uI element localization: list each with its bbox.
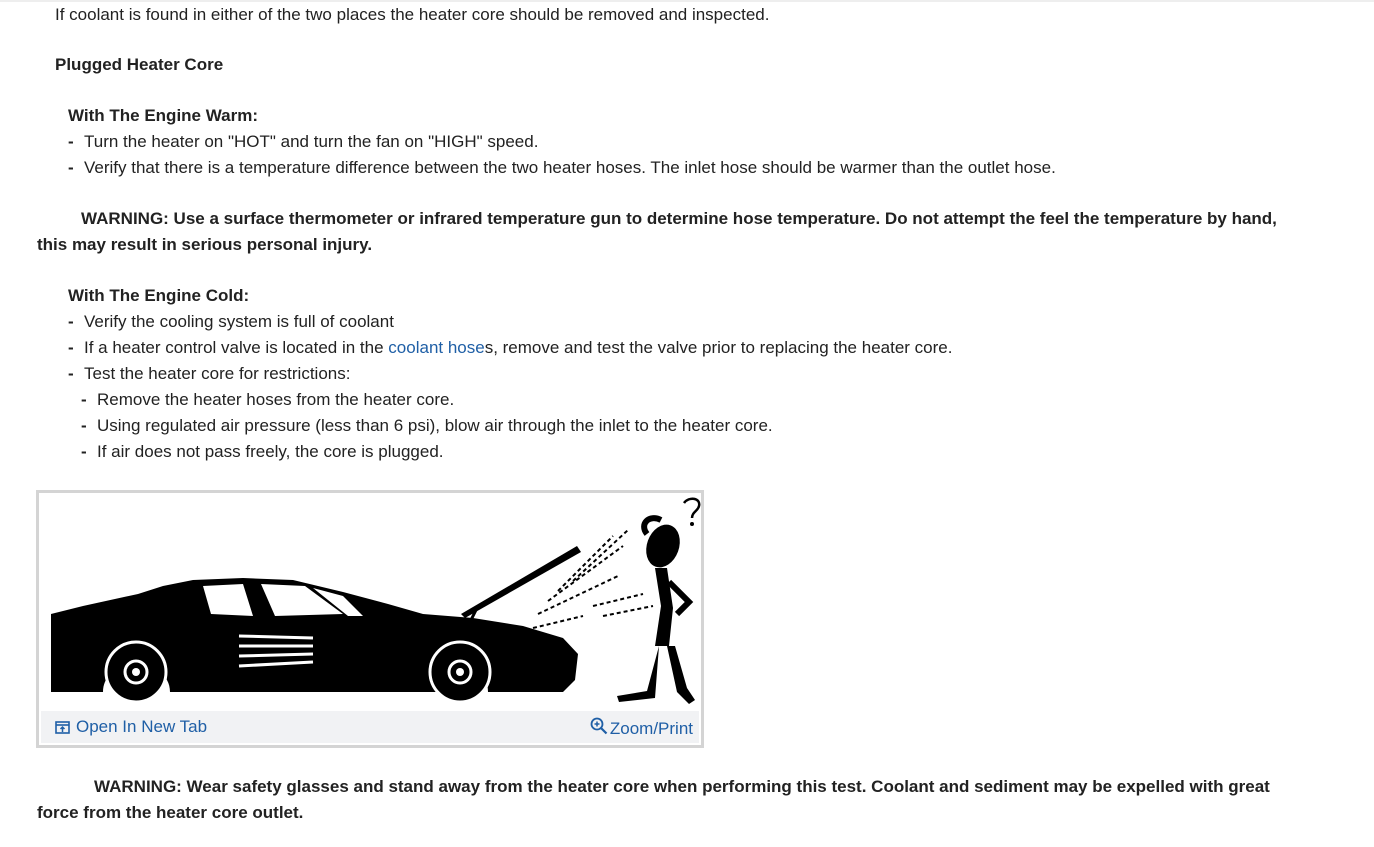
bullet-dash: - [68,364,74,383]
list-item-text: Turn the heater on "HOT" and turn the fan on "HIGH" speed. [84,132,539,151]
cold-heading: With The Engine Cold: [68,286,250,305]
top-divider [0,0,1374,2]
list-item-text: If a heater control valve is located in the [84,338,389,357]
zoom-in-icon [590,717,608,735]
bullet-dash: - [68,338,74,357]
bullet-dash: - [81,416,87,435]
bullet-dash: - [68,312,74,331]
bullet-dash: - [81,390,87,409]
list-item [68,132,538,152]
list-item [68,364,350,384]
sub-list-item [81,416,773,436]
bullet-dash: - [68,158,74,177]
list-item [68,158,1056,178]
section-title: Plugged Heater Core [55,55,224,74]
list-item [68,338,952,358]
open-new-tab-button[interactable] [55,717,207,737]
car-overheat-illustration [43,496,705,714]
list-item-text: s, remove and test the valve prior to replacing the heater core. [484,338,953,357]
list-item-text: Verify the cooling system is full of coolant [84,312,394,331]
list-item-text: Remove the heater hoses from the heater core. [97,390,455,409]
zoom-print-button[interactable] [590,717,693,739]
coolant-hose-link[interactable]: coolant hose [388,338,485,357]
figure-frame [36,490,704,748]
bullet-dash: - [68,132,74,151]
sub-list-item [81,390,454,410]
final-warning-line: WARNING: Wear safety glasses and stand away from the heater core when performing this test. Coolant and sediment may be expelled with great [94,777,1270,796]
zoom-print-label: Zoom/Print [609,719,693,738]
open-new-tab-label: Open In New Tab [76,717,208,736]
list-item-text: Verify that there is a temperature difference between the two heater hoses. The inlet hose should be warmer than the outlet hose. [84,158,1056,177]
list-item [68,312,394,332]
figure-toolbar [41,711,699,743]
warning-line: this may result in serious personal injury. [37,235,373,254]
final-warning-line: force from the heater core outlet. [37,803,304,822]
warning-line: WARNING: Use a surface thermometer or infrared temperature gun to determine hose temperature. Do not attempt the feel the temperature by hand, [81,209,1277,228]
list-item-text: If air does not pass freely, the core is plugged. [97,442,444,461]
intro-paragraph: If coolant is found in either of the two places the heater core should be removed and inspected. [55,5,770,24]
list-item-text: Using regulated air pressure (less than 6 psi), blow air through the inlet to the heater core. [97,416,773,435]
sub-list-item [81,442,444,462]
list-item-text: Test the heater core for restrictions: [84,364,351,383]
bullet-dash: - [81,442,87,461]
open-new-tab-icon [55,720,70,735]
warm-heading: With The Engine Warm: [68,106,258,125]
